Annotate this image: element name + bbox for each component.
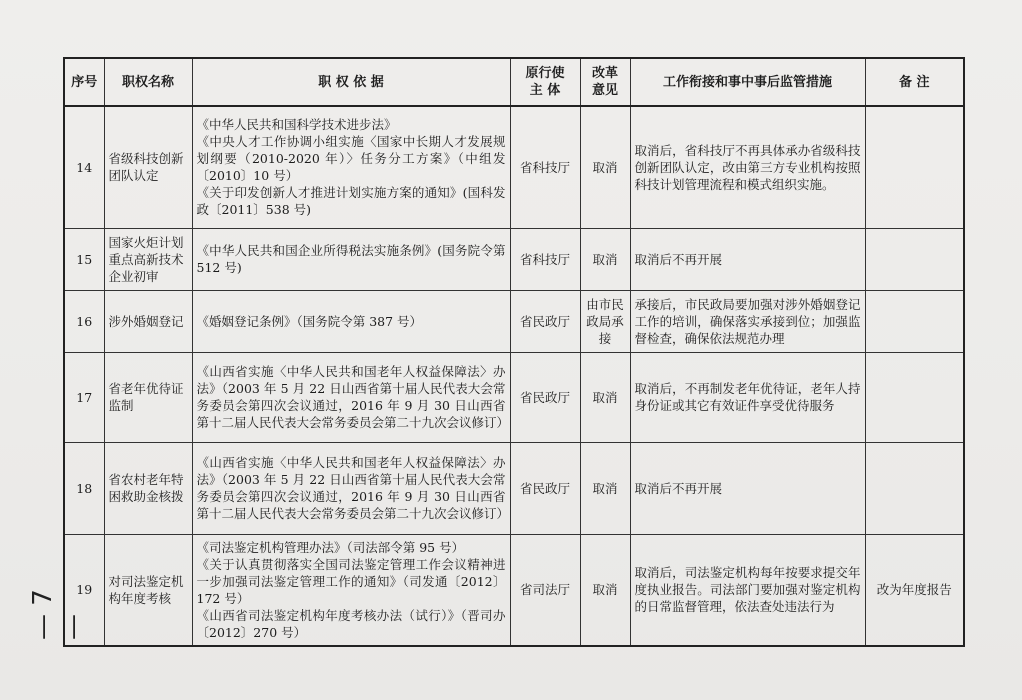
table-row	[64, 534, 964, 646]
cell-basis	[192, 442, 510, 534]
cell-basis	[192, 106, 510, 228]
cell-remark	[865, 228, 964, 290]
table-row	[64, 106, 964, 228]
cell-basis	[192, 534, 510, 646]
cell-remark	[865, 290, 964, 352]
header-body: 原行使 主 体	[510, 58, 580, 106]
header-measures: 工作衔接和事中事后监管措施	[630, 58, 865, 106]
cell-seq: 19	[64, 534, 104, 646]
cell-body: 省科技厅	[510, 106, 580, 228]
cell-basis	[192, 228, 510, 290]
basis-line: 《山西省实施〈中华人民共和国老年人权益保障法〉办法》（2003 年 5 月 22 日山西省第十届人民代表大会常务委员会第四次会议通过，2016 年 9 月 30 日山西省第十二届人民代表大会常务委员会第二十九次会议修订）	[196, 455, 510, 521]
header-reform: 改革 意见	[580, 58, 630, 106]
basis-line: 《司法鉴定机构管理办法》（司法部令第 95 号）	[196, 539, 465, 555]
basis-line: 《中华人民共和国企业所得税法实施条例》(国务院令第 512 号)	[196, 243, 506, 275]
header-remark: 备 注	[865, 58, 964, 106]
cell-measures: 承接后，市民政局要加强对涉外婚姻登记工作的培训，确保落实承接到位；加强监督检查，确保依法规范办理	[630, 290, 865, 352]
cell-name: 对司法鉴定机构年度考核	[104, 534, 192, 646]
cell-reform: 取消	[580, 534, 630, 646]
table-row	[64, 352, 964, 442]
cell-name: 国家火炬计划重点高新技术企业初审	[104, 228, 192, 290]
basis-line: 《关于印发创新人才推进计划实施方案的通知》(国科发政〔2011〕538 号)	[196, 185, 506, 218]
table-row	[64, 290, 964, 352]
basis-line: 《中华人民共和国科学技术进步法》	[196, 117, 397, 133]
cell-remark	[865, 352, 964, 442]
cell-remark	[865, 106, 964, 228]
page-number: — 7 —	[28, 589, 88, 640]
basis-line: 《中央人才工作协调小组实施〈国家中长期人才发展规划纲要（2010-2020 年）〉任务分工方案》（中组发〔2010〕10 号）	[196, 134, 506, 184]
cell-name: 省老年优待证监制	[104, 352, 192, 442]
cell-reform: 取消	[580, 442, 630, 534]
table-row	[64, 442, 964, 534]
cell-seq: 18	[64, 442, 104, 534]
cell-seq: 16	[64, 290, 104, 352]
cell-seq: 14	[64, 106, 104, 228]
cell-seq: 15	[64, 228, 104, 290]
cell-name: 涉外婚姻登记	[104, 290, 192, 352]
cell-reform: 取消	[580, 352, 630, 442]
table-header-row	[64, 58, 964, 106]
cell-name: 省农村老年特困救助金核拨	[104, 442, 192, 534]
cell-measures: 取消后不再开展	[630, 442, 865, 534]
cell-reform: 取消	[580, 106, 630, 228]
authority-table	[63, 57, 965, 647]
basis-line: 《山西省司法鉴定机构年度考核办法（试行）》（晋司办〔2012〕270 号）	[196, 607, 506, 640]
basis-line: 《婚姻登记条例》（国务院令第 387 号）	[196, 313, 423, 329]
header-basis: 职 权 依 据	[192, 58, 510, 106]
header-name: 职权名称	[104, 58, 192, 106]
cell-name: 省级科技创新团队认定	[104, 106, 192, 228]
cell-body: 省民政厅	[510, 290, 580, 352]
cell-body: 省民政厅	[510, 352, 580, 442]
cell-measures: 取消后，司法鉴定机构每年按要求提交年度执业报告。司法部门要加强对鉴定机构的日常监督管理，依法查处违法行为	[630, 534, 865, 646]
cell-reform: 取消	[580, 228, 630, 290]
cell-reform: 由市民政局承接	[580, 290, 630, 352]
basis-line: 《山西省实施〈中华人民共和国老年人权益保障法〉办法》（2003 年 5 月 22 日山西省第十届人民代表大会常务委员会第四次会议通过，2016 年 9 月 30 日山西省第十二届人民代表大会常务委员会第二十九次会议修订）	[196, 364, 510, 430]
cell-measures: 取消后不再开展	[630, 228, 865, 290]
basis-line: 《关于认真贯彻落实全国司法鉴定管理工作会议精神进一步加强司法鉴定管理工作的通知》（司发通〔2012〕172 号）	[196, 556, 506, 606]
cell-seq: 17	[64, 352, 104, 442]
cell-basis	[192, 352, 510, 442]
cell-body: 省民政厅	[510, 442, 580, 534]
cell-measures: 取消后，省科技厅不再具体承办省级科技创新团队认定，改由第三方专业机构按照科技计划管理流程和模式组织实施。	[630, 106, 865, 228]
cell-remark: 改为年度报告	[865, 534, 964, 646]
cell-body: 省科技厅	[510, 228, 580, 290]
header-seq: 序号	[64, 58, 104, 106]
cell-measures: 取消后，不再制发老年优待证，老年人持身份证或其它有效证件享受优待服务	[630, 352, 865, 442]
table-row	[64, 228, 964, 290]
cell-body: 省司法厅	[510, 534, 580, 646]
cell-basis	[192, 290, 510, 352]
cell-remark	[865, 442, 964, 534]
